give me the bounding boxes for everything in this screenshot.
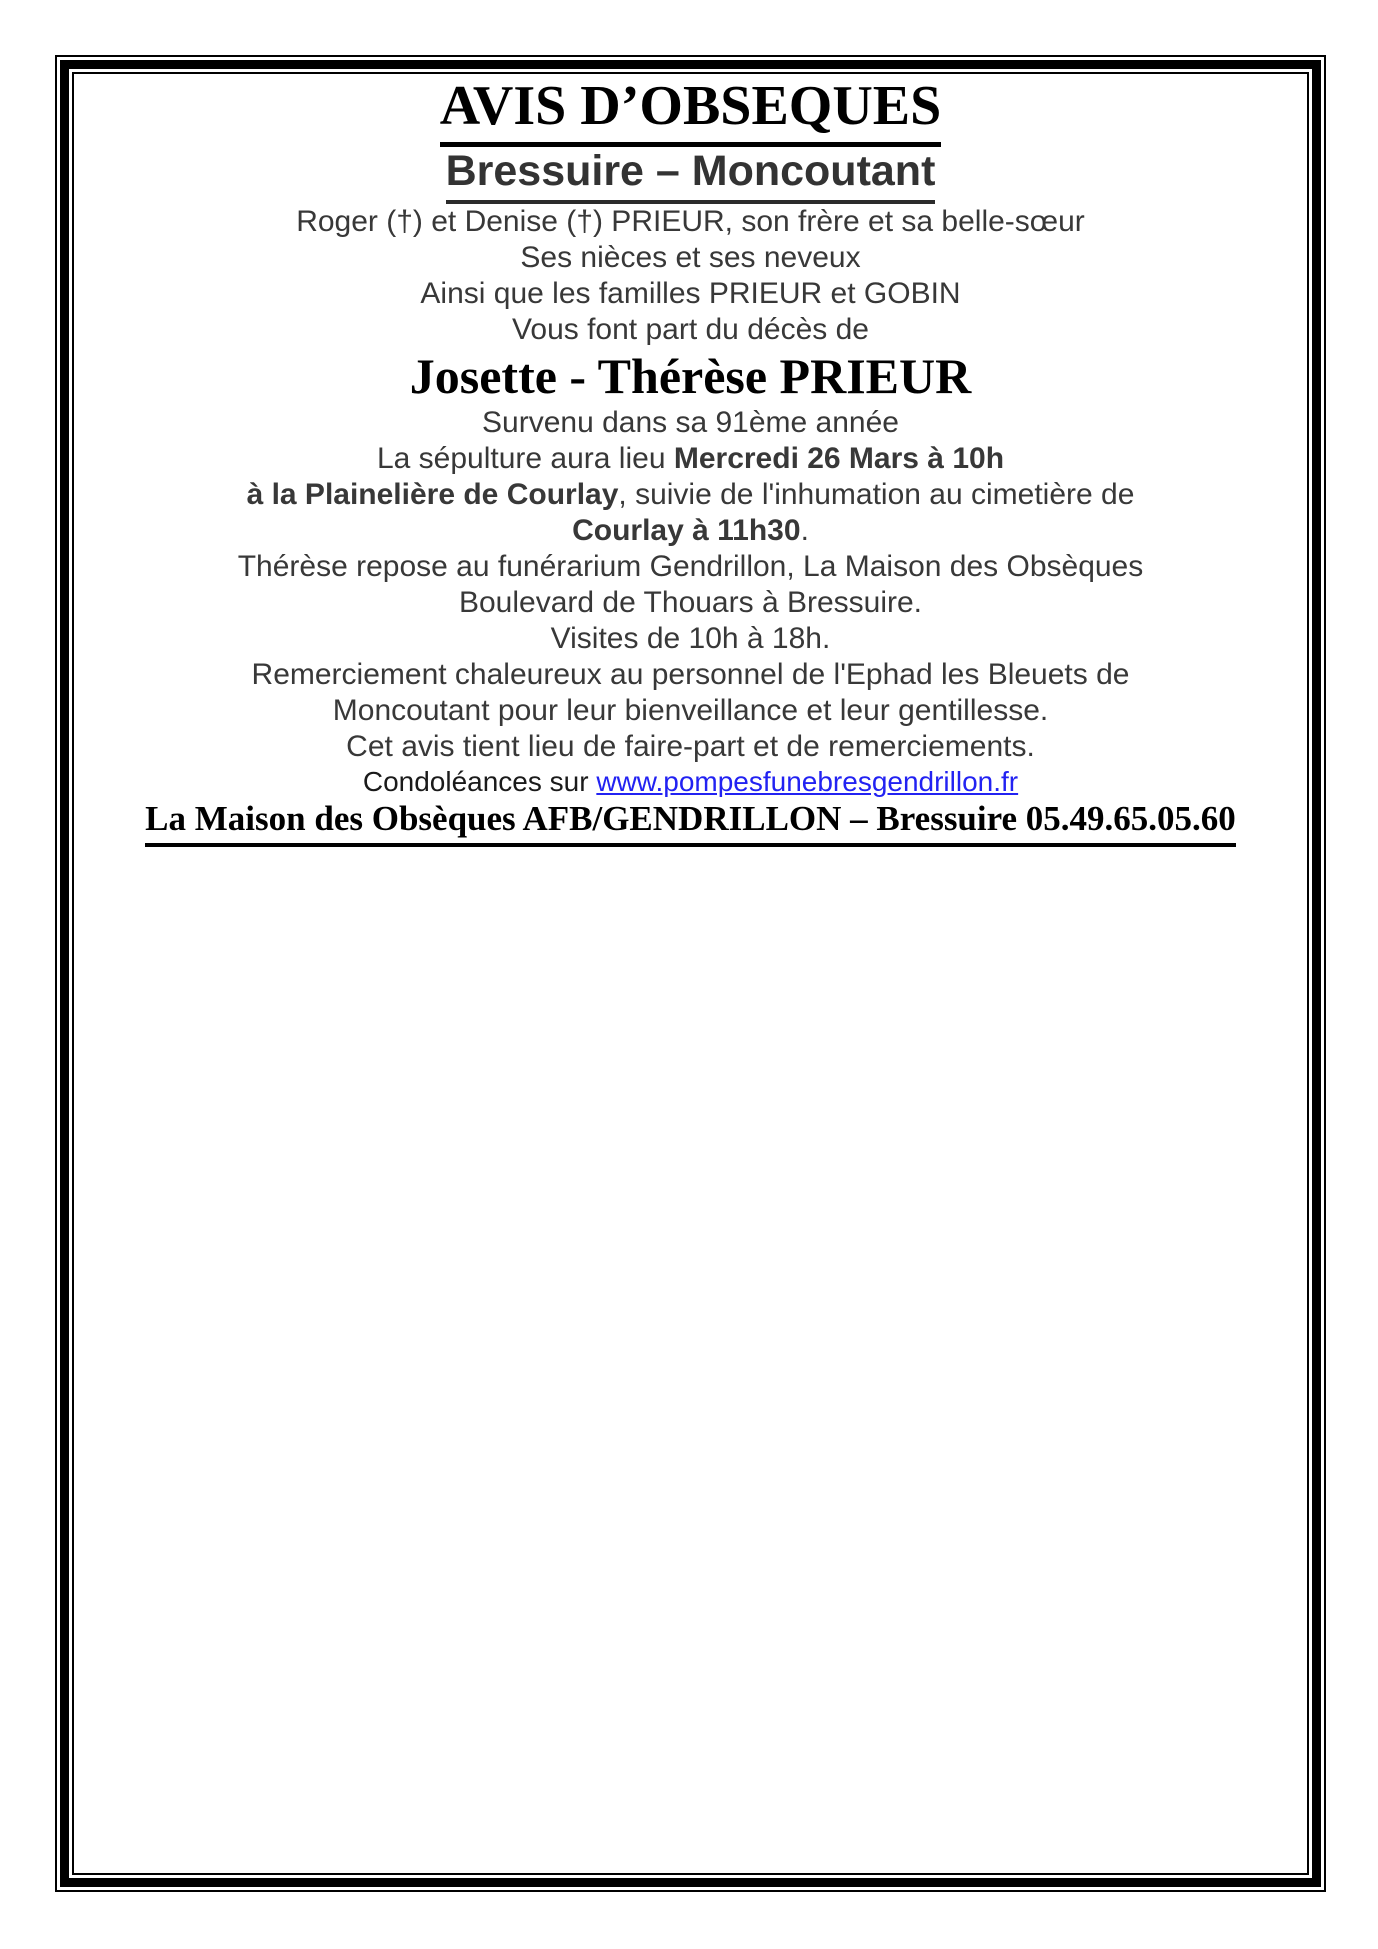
funeral-home-footer [74,799,1307,846]
funeral-home-footer-text: La Maison des Obsèques AFB/GENDRILLON – Bressuire 05.49.65.05.60 [145,799,1236,846]
thanks-paragraph [74,657,1307,729]
page-title-text: AVIS D’OBSEQUES [440,74,942,147]
condolences-line [74,765,1307,799]
condolences-prefix: Condoléances sur [362,766,597,798]
page-frame-mid [60,60,1321,1887]
condolences-website-link[interactable]: www.pompesfunebresgendrillon.fr [596,766,1019,798]
page-title [74,74,1307,147]
deceased-name: Josette - Thérèse PRIEUR [409,347,972,404]
announcement-lead-in: Vous font part du décès de [512,312,869,346]
ceremony-line2-regular: , suivie de l'inhumation au cimetière de [618,478,1135,512]
thanks-line1: Remerciement chaleureux au personnel de l'Ephad les Bleuets de [251,658,1130,692]
deceased-age-line: Survenu dans sa 91ème année [482,406,899,440]
notice-line: Cet avis tient lieu de faire-part et de remerciements. [346,730,1035,764]
repose-details [74,549,1307,657]
burial-place-time: Courlay à 11h30 [572,514,801,548]
repose-visiting-hours: Visites de 10h à 18h. [550,622,831,656]
repose-line2: Boulevard de Thouars à Bressuire. [458,586,923,620]
ceremony-place: à la Plainelière de Courlay [246,478,619,512]
family-line-families: Ainsi que les familles PRIEUR et GOBIN [420,276,961,310]
ceremony-date-time: Mercredi 26 Mars à 10h [673,442,1005,476]
page-subtitle-text: Bressuire – Moncoutant [446,147,936,203]
family-line-siblings: Roger (†) et Denise (†) PRIEUR, son frère et sa belle-sœur [296,204,1085,238]
thanks-line2: Moncoutant pour leur bienveillance et leur gentillesse. [332,694,1049,728]
page-subtitle [74,147,1307,203]
obituary-page [72,72,1309,1875]
ceremony-line1-regular: La sépulture aura lieu [376,442,674,476]
ceremony-details [74,441,1307,549]
family-line-nieces: Ses nièces et ses neveux [520,240,861,274]
page-frame-outer [55,55,1326,1892]
repose-line1: Thérèse repose au funérarium Gendrillon, La Maison des Obsèques [237,550,1144,584]
ceremony-line3-period: . [800,514,809,548]
